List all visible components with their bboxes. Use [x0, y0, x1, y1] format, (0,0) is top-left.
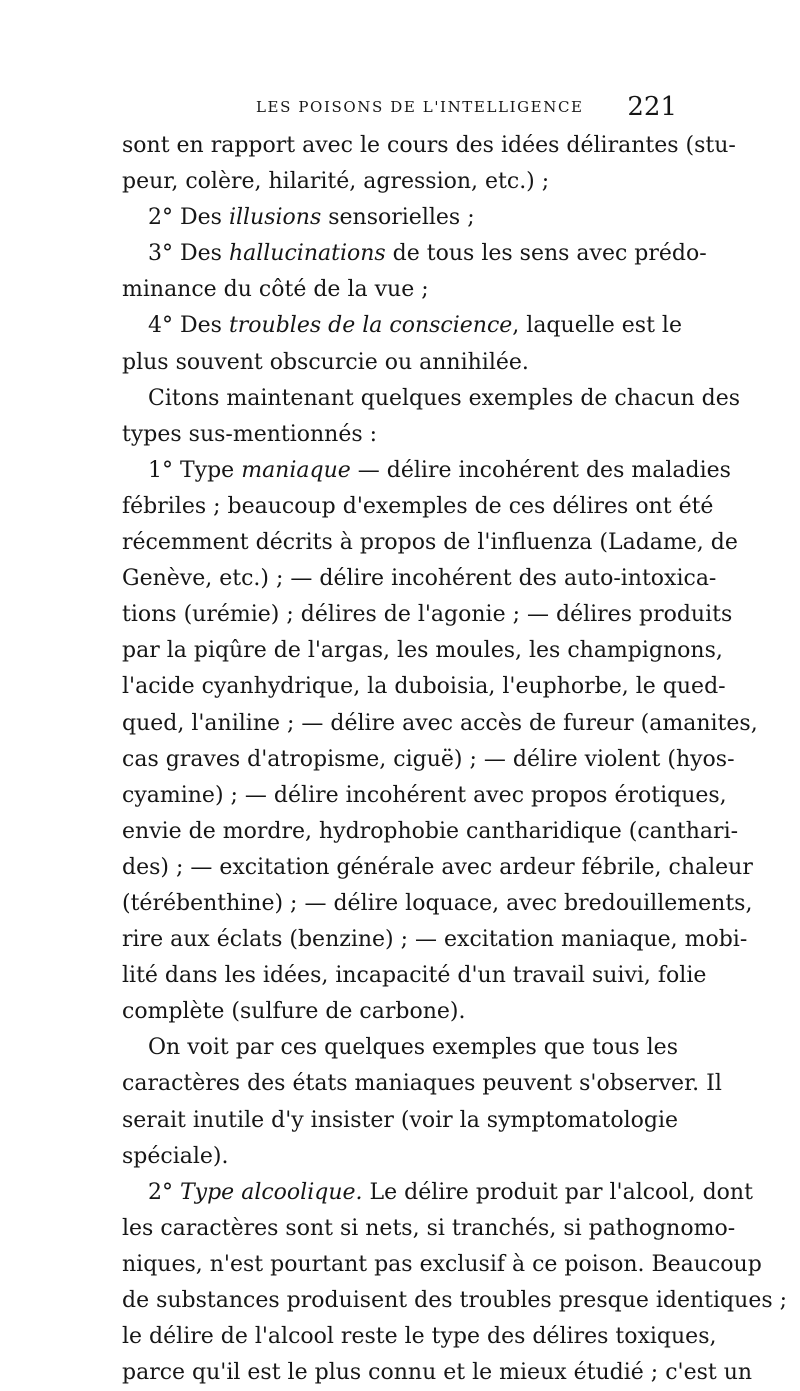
- text-line: [122, 525, 738, 561]
- page-number: 221: [627, 92, 677, 122]
- text-run: plus souvent obscurcie ou annihilée.: [122, 349, 529, 375]
- text-run: cyamine) ; — délire incohérent avec propos érotiques,: [122, 782, 727, 808]
- text-run: On voit par ces quelques exemples que tous les: [148, 1035, 678, 1061]
- text-run: caractères des états maniaques peuvent s'observer. Il: [122, 1071, 722, 1097]
- italic-term: maniaque: [241, 457, 351, 483]
- text-line: [122, 922, 748, 958]
- text-run: serait inutile d'y insister (voir la symptomatologie: [122, 1107, 679, 1133]
- text-run: rire aux éclats (benzine) ; — excitation maniaque, mobi-: [122, 927, 748, 953]
- text-run: 3° Des: [148, 241, 229, 267]
- text-line: [122, 886, 753, 922]
- text-line: [122, 1355, 753, 1391]
- text-run: spéciale).: [122, 1143, 229, 1169]
- text-line: [122, 1030, 678, 1066]
- text-line: [122, 1103, 678, 1139]
- text-line: [122, 561, 717, 597]
- text-run: par la piqûre de l'argas, les moules, les champignons,: [122, 638, 723, 664]
- text-line: [122, 994, 678, 1030]
- text-line: [122, 958, 707, 994]
- text-run: Genève, etc.) ; — délire incohérent des auto-intoxica-: [122, 566, 717, 592]
- text-line: [122, 453, 731, 489]
- text-line: [122, 272, 678, 308]
- text-run: minance du côté de la vue ;: [122, 277, 429, 303]
- text-line: [122, 850, 753, 886]
- text-line: [122, 128, 736, 164]
- text-run: récemment décrits à propos de l'influenza (Ladame, de: [122, 530, 738, 556]
- text-line: [122, 345, 678, 381]
- text-run: (térébenthine) ; — délire loquace, avec bredouillements,: [122, 890, 753, 916]
- text-line: [122, 814, 739, 850]
- text-line: [122, 308, 682, 344]
- text-line: [122, 200, 678, 236]
- text-line: [122, 742, 735, 778]
- text-line: [122, 1175, 753, 1211]
- text-line: [122, 489, 714, 525]
- text-run: tions (urémie) ; délires de l'agonie ; — délires produits: [122, 602, 733, 628]
- text-run: lité dans les idées, incapacité d'un travail suivi, folie: [122, 963, 707, 989]
- text-run: 2° Des: [148, 205, 229, 231]
- text-run: envie de mordre, hydrophobie cantharidique (canthari-: [122, 818, 739, 844]
- text-line: [122, 381, 741, 417]
- text-run: sensorielles ;: [321, 205, 475, 231]
- text-run: types sus-mentionnés :: [122, 421, 378, 447]
- text-line: [122, 597, 733, 633]
- text-run: de tous les sens avec prédo-: [385, 241, 707, 267]
- text-line: [122, 669, 726, 705]
- text-run: sont en rapport avec le cours des idées délirantes (stu-: [122, 133, 736, 158]
- text-run: le délire de l'alcool reste le type des délires toxiques,: [122, 1324, 717, 1350]
- text-line: [122, 1283, 788, 1319]
- text-run: Le délire produit par l'alcool, dont: [362, 1179, 753, 1205]
- italic-term: Type alcoolique.: [180, 1179, 363, 1205]
- text-run: complète (sulfure de carbone).: [122, 999, 466, 1025]
- text-run: — délire incohérent des maladies: [350, 457, 731, 483]
- text-run: qued, l'aniline ; — délire avec accès de fureur (amanites,: [122, 710, 758, 736]
- text-line: [122, 706, 758, 742]
- text-line: [122, 1139, 678, 1175]
- text-run: des) ; — excitation générale avec ardeur fébrile, chaleur: [122, 854, 753, 880]
- italic-term: troubles de la conscience: [228, 313, 513, 339]
- text-line: [122, 1247, 762, 1283]
- text-run: de substances produisent des troubles presque identiques ;: [122, 1288, 788, 1313]
- text-run: les caractères sont si nets, si tranchés, si pathognomo-: [122, 1215, 736, 1241]
- text-run: l'acide cyanhydrique, la duboisia, l'euphorbe, le qued-: [122, 674, 726, 700]
- text-line: [122, 417, 678, 453]
- text-run: 1° Type: [148, 457, 242, 483]
- text-line: [122, 1319, 717, 1355]
- text-line: [122, 633, 723, 669]
- text-run: 4° Des: [148, 313, 229, 339]
- text-line: [122, 778, 727, 814]
- italic-term: illusions: [228, 205, 322, 231]
- text-run: cas graves d'atropisme, ciguë) ; — délire violent (hyos-: [122, 746, 735, 772]
- text-line: [122, 1211, 736, 1247]
- italic-term: hallucinations: [228, 241, 386, 267]
- text-run: niques, n'est pourtant pas exclusif à ce poison. Beaucoup: [122, 1251, 762, 1277]
- text-run: 2°: [148, 1179, 180, 1205]
- body-text: [122, 128, 788, 1391]
- text-run: peur, colère, hilarité, agression, etc.) ;: [122, 169, 550, 195]
- text-line: [122, 164, 678, 200]
- running-title: LES POISONS DE L'INTELLIGENCE: [256, 98, 584, 116]
- text-line: [122, 1066, 722, 1102]
- text-run: Citons maintenant quelques exemples de chacun des: [148, 385, 741, 411]
- running-head: [122, 92, 677, 122]
- text-run: , laquelle est le: [512, 313, 682, 339]
- text-run: fébriles ; beaucoup d'exemples de ces délires ont été: [122, 493, 714, 519]
- text-line: [122, 236, 707, 272]
- text-run: parce qu'il est le plus connu et le mieux étudié ; c'est un: [122, 1360, 753, 1386]
